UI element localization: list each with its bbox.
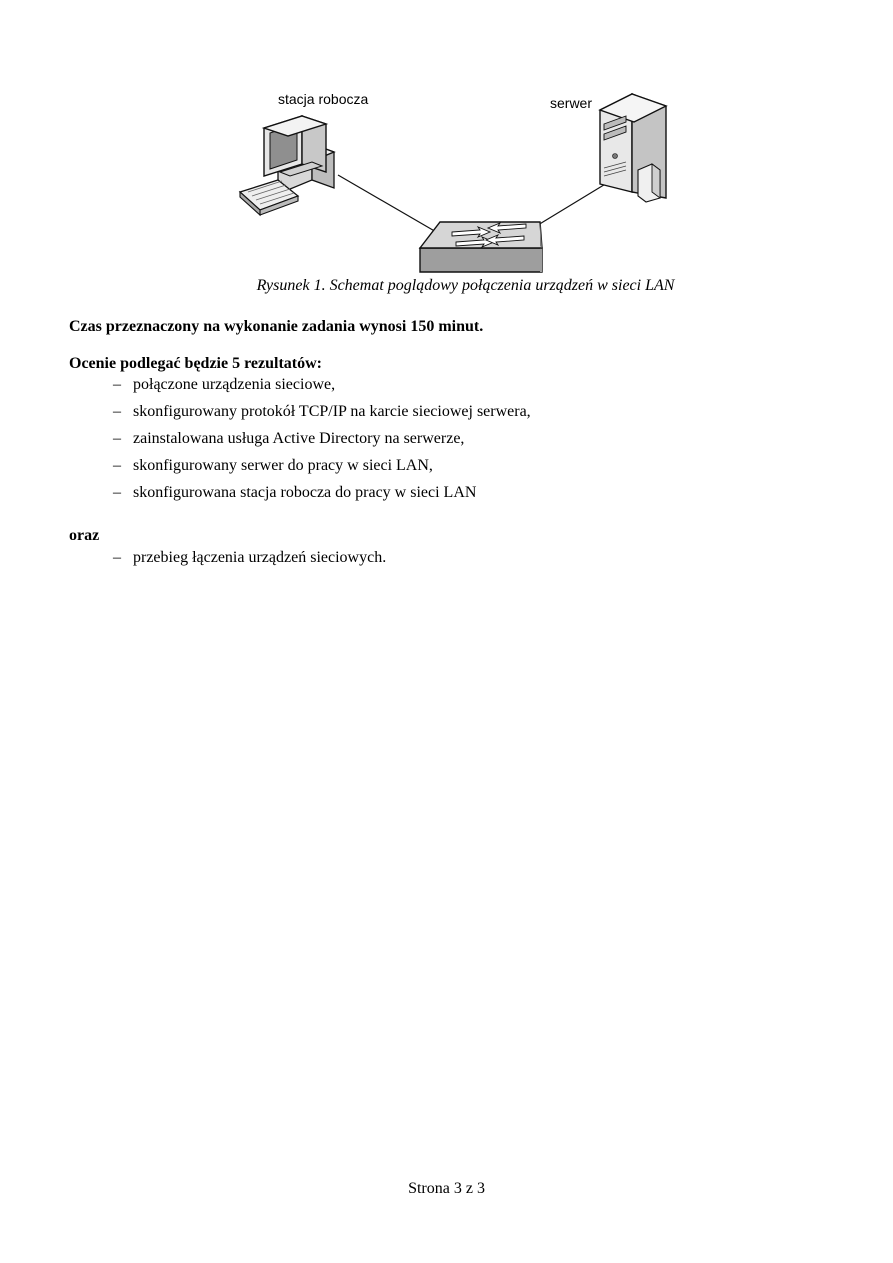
list-dash: – [113,403,121,420]
workstation-label: stacja robocza [278,91,369,107]
list-item [113,430,531,457]
list-item-text: skonfigurowana stacja robocza do pracy w sieci LAN [133,484,477,501]
list-dash: – [113,457,121,474]
list-item-text: połączone urządzenia sieciowe, [133,376,336,393]
grading-heading: Ocenie podlegać będzie 5 rezultatów: [69,355,322,372]
figure-caption: Rysunek 1. Schemat poglądowy połączenia urządzeń w sieci LAN [256,277,675,294]
connector-word: oraz [69,527,100,544]
switch-icon [420,222,542,272]
cable-server-switch [538,180,612,225]
time-statement: Czas przeznaczony na wykonanie zadania wynosi 150 minut. [69,318,484,335]
list-item [113,549,386,576]
server-icon [600,94,666,202]
page-number: Strona 3 z 3 [408,1180,485,1197]
list-item-text: skonfigurowany serwer do pracy w sieci LAN, [133,457,433,474]
list-dash: – [113,376,121,393]
results-list [113,376,531,511]
list-item [113,457,531,484]
network-diagram [220,80,690,275]
list-item-text: przebieg łączenia urządzeń sieciowych. [133,549,387,566]
network-diagram-svg [220,80,690,275]
list-item [113,484,531,511]
list-item-text: skonfigurowany protokół TCP/IP na karcie sieciowej serwera, [133,403,531,420]
list-item-text: zainstalowana usługa Active Directory na serwerze, [133,430,465,447]
list-dash: – [113,430,121,447]
server-label: serwer [550,95,593,111]
list-dash: – [113,484,121,501]
extra-results-list [113,549,386,576]
list-dash: – [113,549,121,566]
list-item [113,403,531,430]
list-item [113,376,531,403]
workstation-icon [240,116,334,215]
